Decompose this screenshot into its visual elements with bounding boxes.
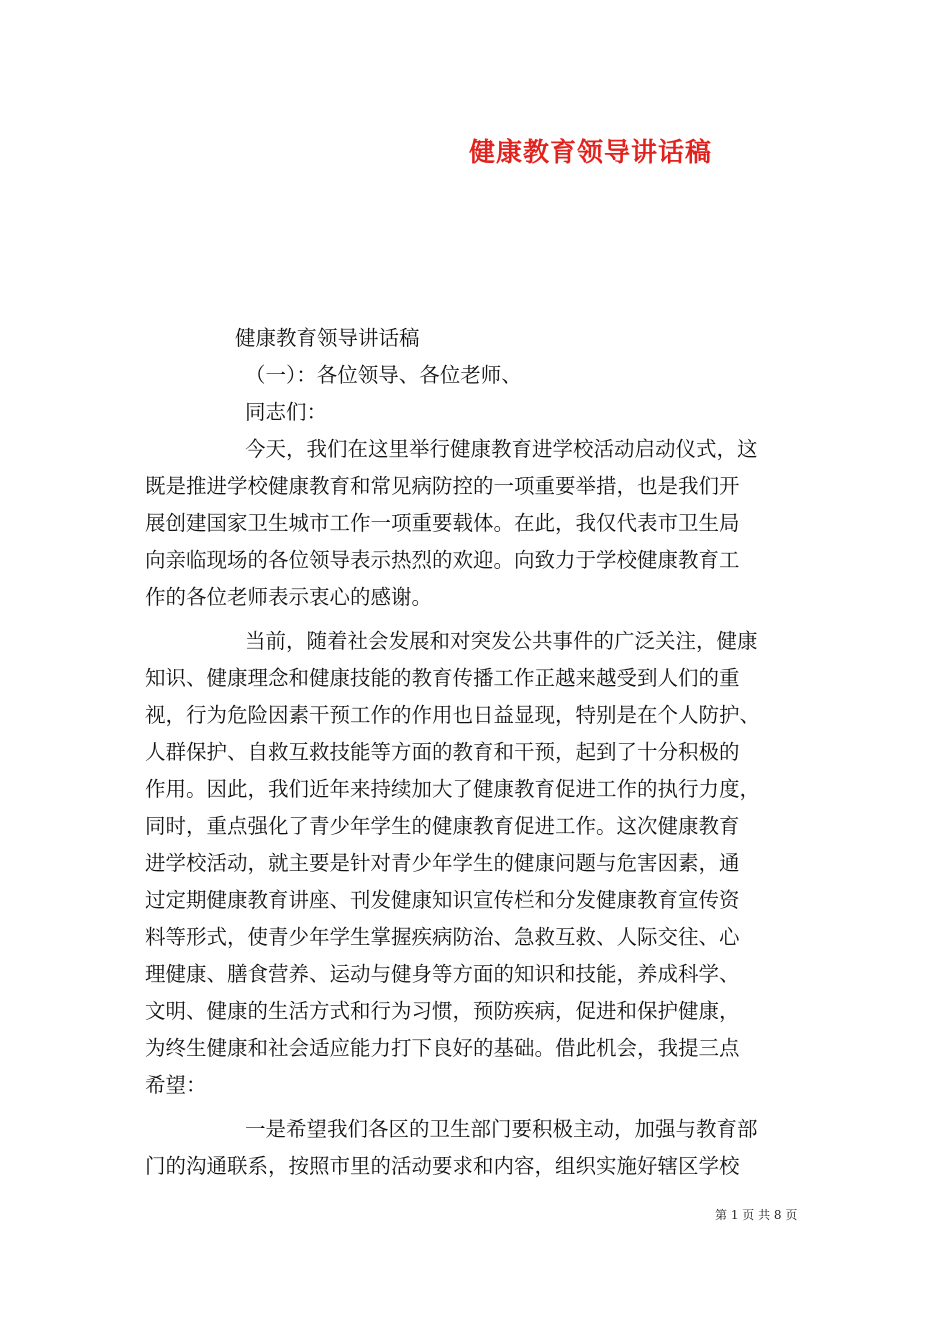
- text-line: 向亲临现场的各位领导表示热烈的欢迎。向致力于学校健康教育工: [145, 548, 740, 572]
- text-line: 人群保护、自救互救技能等方面的教育和干预，起到了十分积极的: [145, 740, 740, 764]
- text-line: 为终生健康和社会适应能力打下良好的基础。借此机会，我提三点: [145, 1036, 740, 1060]
- text-line: 理健康、膳食营养、运动与健身等方面的知识和技能，养成科学、: [145, 962, 740, 986]
- text-line: 门的沟通联系，按照市里的活动要求和内容，组织实施好辖区学校: [145, 1154, 740, 1178]
- text-line: 同时，重点强化了青少年学生的健康教育促进工作。这次健康教育: [145, 814, 740, 838]
- text-line: 作的各位老师表示衷心的感谢。: [145, 585, 432, 609]
- salutation-line: 同志们：: [245, 400, 327, 424]
- text-line: 文明、健康的生活方式和行为习惯，预防疾病，促进和保护健康，: [145, 999, 740, 1023]
- text-line: 料等形式，使青少年学生掌握疾病防治、急救互救、人际交往、心: [145, 925, 740, 949]
- page-title: 健康教育领导讲话稿: [469, 138, 713, 168]
- paragraph: [145, 623, 813, 1104]
- page-footer: 第 1 页 共 8 页: [715, 1208, 798, 1222]
- text-line: 作用。因此，我们近年来持续加大了健康教育促进工作的执行力度，: [145, 777, 760, 801]
- text-line: 一是希望我们各区的卫生部门要积极主动，加强与教育部: [245, 1117, 758, 1141]
- text-line: 今天，我们在这里举行健康教育进学校活动启动仪式，这: [245, 437, 758, 461]
- paragraph: [145, 431, 813, 616]
- subtitle-line: 健康教育领导讲话稿: [235, 326, 420, 350]
- text-line: 知识、健康理念和健康技能的教育传播工作正越来越受到人们的重: [145, 666, 740, 690]
- text-line: 进学校活动，就主要是针对青少年学生的健康问题与危害因素，通: [145, 851, 740, 875]
- text-line: 希望：: [145, 1073, 207, 1097]
- salutation-line: （一）：各位领导、各位老师、: [245, 363, 522, 387]
- text-line: 既是推进学校健康教育和常见病防控的一项重要举措，也是我们开: [145, 474, 740, 498]
- paragraph: [145, 1111, 813, 1185]
- document-body: [145, 320, 813, 1185]
- text-line: 展创建国家卫生城市工作一项重要载体。在此，我仅代表市卫生局: [145, 511, 740, 535]
- text-line: 视，行为危险因素干预工作的作用也日益显现，特别是在个人防护、: [145, 703, 760, 727]
- text-line: 当前，随着社会发展和对突发公共事件的广泛关注，健康: [245, 629, 758, 653]
- text-line: 过定期健康教育讲座、刊发健康知识宣传栏和分发健康教育宣传资: [145, 888, 740, 912]
